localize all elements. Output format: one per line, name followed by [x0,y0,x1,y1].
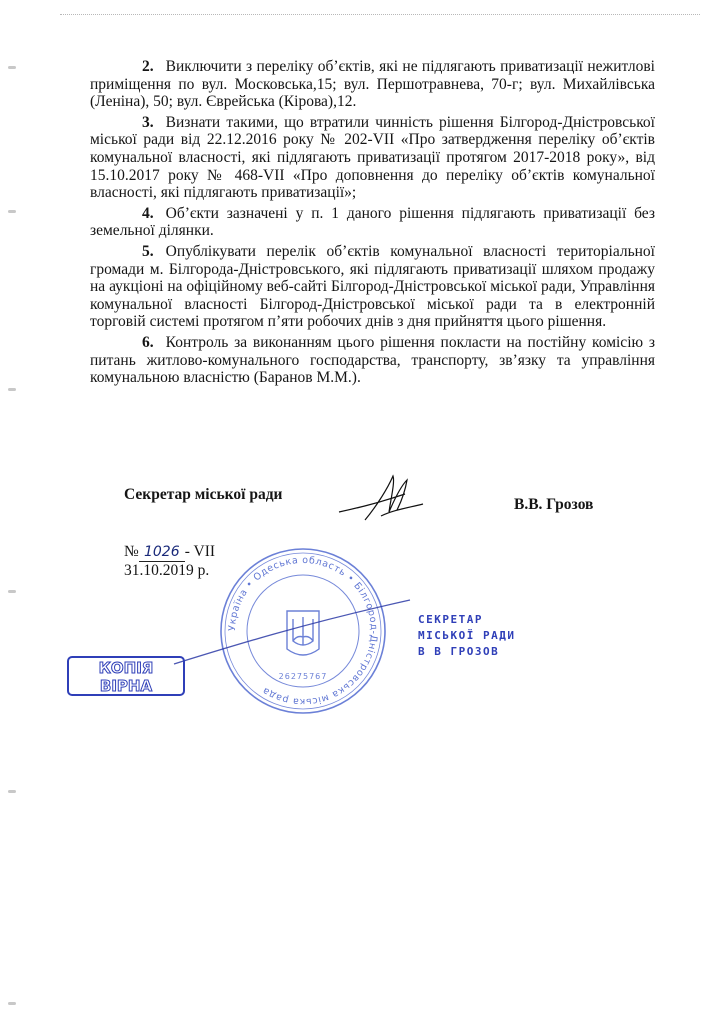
copy-verified-stamp [66,655,186,697]
number-sign: № [124,543,139,560]
scan-mark [8,1002,16,1005]
decision-number-date [124,543,215,580]
paragraph-text: Визнати такими, що втратили чинність рішення Білгород-Дністровської міської ради від 22.12.2016 року № 202-VII «Про затвердження переліку об’єктів комунальної власності, які підлягають приватизації протягом 2017-2018 року», від 15.10.2017 року № 468-VII «Про доповнення до переліку об’єктів комунальної власності, які підлягають приватизації»; [90,113,655,202]
ink-stroke [172,596,412,666]
paragraph-number: 5. [142,242,154,260]
paragraph-text: Об’єкти зазначені у п. 1 даного рішення підлягають приватизації без земельної ділянки. [90,204,655,240]
paragraph [90,58,655,111]
scan-mark [8,388,16,391]
scan-mark [8,210,16,213]
paragraph-number: 6. [142,333,154,351]
handwritten-number: 1026 [139,543,185,562]
paragraph [90,243,655,331]
stamp-line: СЕКРЕТАР [418,613,483,626]
stamp-line: МІСЬКОЇ РАДИ [418,629,516,642]
stamp-word-copy: КОПІЯ [98,659,154,677]
stamp-word-true: ВІРНА [99,677,153,695]
decision-date: 31.10.2019 р. [124,562,210,579]
decision-number [124,543,215,562]
paragraph-text: Контроль за виконанням цього рішення покласти на постійну комісію з питань житлово-комунального господарства, транспорту, зв’язку та управління комунальною власністю (Баранов М.М.). [90,333,655,387]
scan-mark [8,590,16,593]
paragraph [90,205,655,240]
paragraph-text: Виключити з переліку об’єктів, які не підлягають приватизації нежитлові приміщення по вул. Московська,15; вул. Першотравнева, 70-г; вул. Михайлівська (Леніна), 50; вул. Єврейська (Кірова),12. [90,58,655,111]
scan-mark [8,66,16,69]
paragraph-number: 2. [142,58,154,75]
signer-position: Секретар міської ради [124,486,283,503]
convocation: - VII [184,543,216,560]
top-dotted-rule [60,14,700,15]
stamp-line: В В ГРОЗОВ [418,645,500,658]
decision-body [90,58,655,390]
paragraph-text: Опублікувати перелік об’єктів комунальної власності територіальної громади м. Білгорода-Дністровського, які підлягають приватизації шляхом продажу на аукціоні на офіційному веб-сайті Білгород-Дністровської міської ради, Управління комунальної власності Білгород-Дністровської міської ради та в електронній торговій системі протягом п’яти робочих днів з дня прийняття цього рішення. [90,242,655,331]
signer-name: В.В. Грозов [514,496,594,513]
scan-mark [8,790,16,793]
paragraph [90,114,655,202]
paragraph-number: 4. [142,204,154,222]
seal-code: 26275767 [278,672,328,681]
seal-ring-text: Україна • Одеська область • Білгород-Дністровська міська рада [226,554,380,708]
paragraph [90,334,655,387]
secretary-stamp [418,612,515,660]
handwritten-signature [335,468,425,538]
paragraph-number: 3. [142,113,154,131]
